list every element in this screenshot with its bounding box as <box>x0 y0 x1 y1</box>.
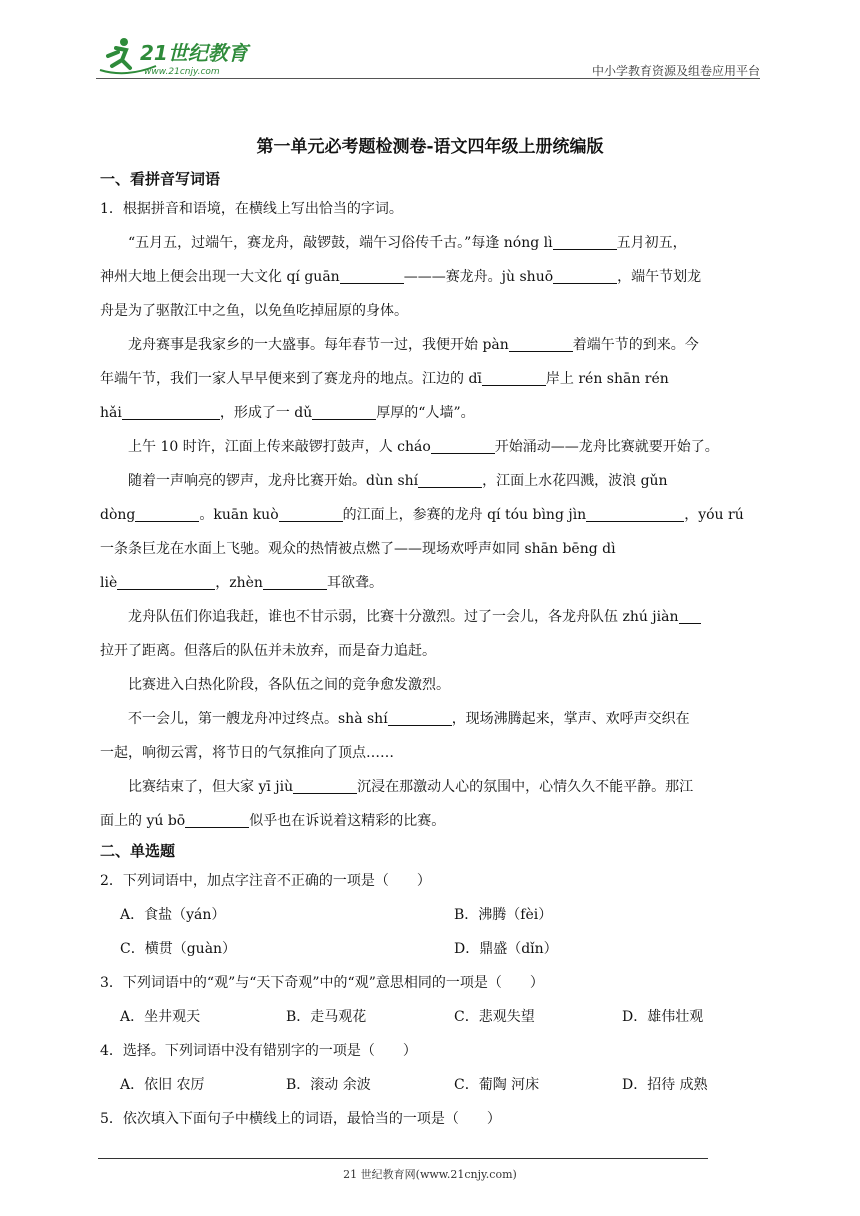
p7-line-2: 一起，响彻云霄，将节日的气氛推向了顶点…… <box>100 745 394 761</box>
p3-line-1: 上午 10 时许，江面上传来敲锣打鼓声，人 cháo 开始涌动——龙舟比赛就要开始了。 <box>128 439 719 455</box>
exam-content <box>100 166 764 1136</box>
p1-line-1: “五月五，过端午，赛龙舟，敲锣鼓，端午习俗传千古。”每逢 nóng lì 五月初五， <box>128 235 687 251</box>
p8-line-2: 面上的 yú bō 似乎也在诉说着这精彩的比赛。 <box>100 813 446 829</box>
answer-blank[interactable] <box>509 337 573 352</box>
q2-options-row-1 <box>100 898 764 932</box>
q4-stem: 4．选择。下列词语中没有错别字的一项是（ ） <box>100 1043 417 1059</box>
q2-options-row-2 <box>100 932 764 966</box>
q1-stem: 1．根据拼音和语境，在横线上写出恰当的字词。 <box>100 201 403 217</box>
q5-stem: 5．依次填入下面句子中横线上的词语，最恰当的一项是（ ） <box>100 1111 501 1127</box>
p4-line-3: 一条条巨龙在水面上飞驰。观众的热情被点燃了——现场欢呼声如同 shān bēng dì <box>100 541 616 557</box>
answer-blank[interactable] <box>679 609 701 624</box>
p5-line-1: 龙舟队伍们你追我赶，谁也不甘示弱，比赛十分激烈。过了一会儿，各龙舟队伍 zhú jiàn <box>100 600 764 634</box>
p4-line-2: dòng 。kuān kuò 的江面上，参赛的龙舟 qí tóu bìng jìn ，yóu rú <box>100 507 744 523</box>
q4-option-b[interactable]: B．滚动 余波 <box>286 1077 371 1093</box>
section-1-heading: 一、看拼音写词语 <box>100 170 221 188</box>
answer-blank[interactable] <box>418 473 482 488</box>
svg-text:www.21cnjy.com: www.21cnjy.com <box>144 67 220 77</box>
page-title: 第一单元必考题检测卷-语文四年级上册统编版 <box>256 137 604 157</box>
answer-blank[interactable] <box>431 439 495 454</box>
answer-blank[interactable] <box>185 813 249 828</box>
platform-name: 中小学教育资源及组卷应用平台 <box>591 64 760 78</box>
answer-blank[interactable] <box>117 575 215 590</box>
answer-blank[interactable] <box>553 269 617 284</box>
q4-options <box>100 1068 764 1102</box>
q3-stem: 3．下列词语中的“观”与“天下奇观”中的“观”意思相同的一项是（ ） <box>100 975 544 991</box>
q3-option-d[interactable]: D．雄伟壮观 <box>622 1009 704 1025</box>
svg-text:21世纪教育: 21世纪教育 <box>140 41 248 65</box>
page-header <box>96 36 760 80</box>
q4-option-a[interactable]: A．依旧 农厉 <box>120 1077 205 1093</box>
p8-line-1: 比赛结束了，但大家 yī jiù 沉浸在那激动人心的氛围中，心情久久不能平静。那江 <box>128 779 694 795</box>
p2-line-2: 年端午节，我们一家人早早便来到了赛龙舟的地点。江边的 dī 岸上 rén shān rén <box>100 371 669 387</box>
answer-blank[interactable] <box>135 507 199 522</box>
q4-option-c[interactable]: C．葡陶 河床 <box>454 1077 540 1093</box>
answer-blank[interactable] <box>388 711 452 726</box>
logo-21cnjy <box>96 36 266 80</box>
answer-blank[interactable] <box>553 235 617 250</box>
header-divider <box>96 78 760 79</box>
page-footer: 21 世纪教育网(www.21cnjy.com) <box>343 1168 517 1181</box>
q3-option-c[interactable]: C．悲观失望 <box>454 1009 535 1025</box>
answer-blank[interactable] <box>293 779 357 794</box>
p1-line-3: 舟是为了驱散江中之鱼，以免鱼吃掉屈原的身体。 <box>100 303 408 319</box>
q2-stem: 2．下列词语中，加点字注音不正确的一项是（ ） <box>100 873 431 889</box>
q2-option-a[interactable]: A．食盐（yán） <box>120 907 226 923</box>
answer-blank[interactable] <box>312 405 376 420</box>
p4-line-4: liè ，zhèn 耳欲聋。 <box>100 575 383 591</box>
answer-blank[interactable] <box>586 507 684 522</box>
q2-option-d[interactable]: D．鼎盛（dǐn） <box>454 941 558 957</box>
p5-line-2: 拉开了距离。但落后的队伍并未放弃，而是奋力追赶。 <box>100 643 436 659</box>
answer-blank[interactable] <box>122 405 220 420</box>
footer-divider <box>98 1158 708 1159</box>
p7-line-1: 不一会儿，第一艘龙舟冲过终点。shà shí ，现场沸腾起来，掌声、欢呼声交织在 <box>128 711 690 727</box>
q3-options <box>100 1000 764 1034</box>
answer-blank[interactable] <box>279 507 343 522</box>
p6-line-1: 比赛进入白热化阶段，各队伍之间的竞争愈发激烈。 <box>128 677 450 693</box>
q3-option-b[interactable]: B．走马观花 <box>286 1009 367 1025</box>
section-2-heading: 二、单选题 <box>100 842 176 860</box>
p2-line-3: hǎi ，形成了一 dǔ 厚厚的“人墙”。 <box>100 405 475 421</box>
q3-option-a[interactable]: A．坐井观天 <box>120 1009 201 1025</box>
answer-blank[interactable] <box>263 575 327 590</box>
p4-line-1: 随着一声响亮的锣声，龙舟比赛开始。dùn shí ，江面上水花四溅，波浪 gǔn <box>128 473 668 489</box>
q2-option-b[interactable]: B．沸腾（fèi） <box>454 907 553 923</box>
q4-option-d[interactable]: D．招待 成熟 <box>622 1077 708 1093</box>
q2-option-c[interactable]: C．横贯（guàn） <box>120 941 237 957</box>
p1-line-2: 神州大地上便会出现一大文化 qí guān ———赛龙舟。jù shuō ，端午节划龙 <box>100 269 702 285</box>
p2-line-1: 龙舟赛事是我家乡的一大盛事。每年春节一过，我便开始 pàn 着端午节的到来。今 <box>128 337 699 353</box>
answer-blank[interactable] <box>482 371 546 386</box>
answer-blank[interactable] <box>340 269 404 284</box>
runner-logo-icon <box>96 36 266 80</box>
